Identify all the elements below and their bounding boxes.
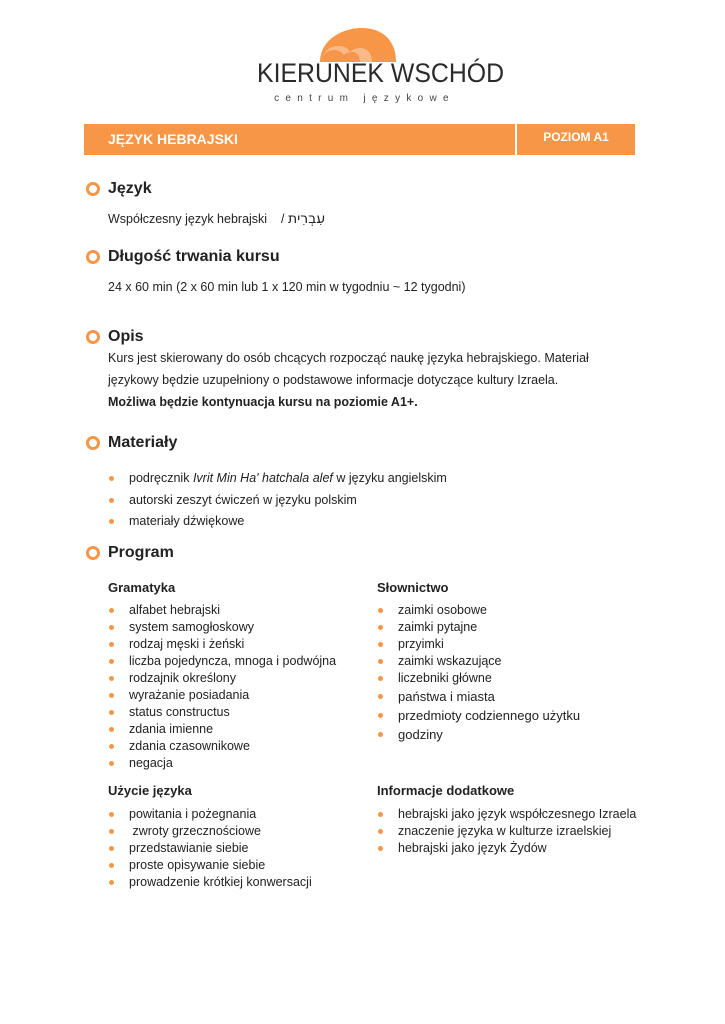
additional-info-list	[377, 806, 636, 857]
list-item: status constructus	[108, 704, 336, 721]
section-language-heading	[86, 180, 152, 198]
brand-subtitle: centrum językowe	[274, 93, 455, 104]
section-duration-heading	[86, 248, 280, 266]
list-item: rodzajnik określony	[108, 670, 336, 687]
list-item: alfabet hebrajski	[108, 602, 336, 619]
section-bullet-icon	[86, 330, 100, 344]
section-title: Materiały	[108, 434, 178, 451]
textbook-title: Ivrit Min Ha' hatchala alef	[192, 471, 333, 485]
list-item: liczba pojedyncza, mnoga i podwójna	[108, 653, 336, 670]
usage-heading: Użycie języka	[108, 783, 192, 798]
list-item: przyimki	[377, 636, 580, 653]
materials-list	[108, 468, 447, 533]
section-bullet-icon	[86, 250, 100, 264]
additional-info-heading: Informacje dodatkowe	[377, 783, 515, 798]
section-program-heading	[86, 544, 174, 562]
brand-name: KIERUNEK WSCHÓD	[257, 58, 505, 88]
vocabulary-list	[377, 602, 580, 744]
item-text: podręcznik	[129, 471, 193, 485]
list-item: proste opisywanie siebie	[108, 857, 312, 874]
section-title: Program	[108, 544, 174, 561]
language-name: Współczesny język hebrajski	[108, 212, 268, 226]
language-separator: /	[281, 212, 285, 226]
section-title: Język	[108, 180, 152, 197]
list-item: przedstawianie siebie	[108, 840, 312, 857]
item-text: w języku angielskim	[332, 471, 447, 485]
list-item	[108, 468, 447, 490]
duration-text: 24 x 60 min (2 x 60 min lub 1 x 120 min w tygodniu ~ 12 tygodni)	[108, 280, 466, 294]
list-item: hebrajski jako język Żydów	[377, 840, 636, 857]
list-item: rodzaj męski i żeński	[108, 636, 336, 653]
section-bullet-icon	[86, 436, 100, 450]
description-line-bold: Możliwa będzie kontynuacja kursu na poziomie A1+.	[108, 395, 418, 409]
list-item: zaimki wskazujące	[377, 653, 580, 670]
list-item: system samogłoskowy	[108, 619, 336, 636]
grammar-heading: Gramatyka	[108, 580, 176, 595]
course-title: JĘZYK HEBRAJSKI	[108, 131, 238, 147]
list-item: prowadzenie krótkiej konwersacji	[108, 874, 312, 891]
section-title: Opis	[108, 328, 144, 345]
section-materials-heading	[86, 434, 177, 452]
list-item: negacja	[108, 755, 336, 772]
description-line: językowy będzie uzupełniony o podstawowe informacje dotyczące kultury Izraela.	[108, 373, 559, 387]
description-text	[108, 347, 638, 413]
list-item: materiały dźwiękowe	[108, 511, 447, 533]
list-item: zdania czasownikowe	[108, 738, 336, 755]
list-item: zdania imienne	[108, 721, 336, 738]
list-item: państwa i miasta	[377, 687, 580, 706]
list-item: znaczenie języka w kulturze izraelskiej	[377, 823, 636, 840]
language-text	[108, 208, 325, 230]
list-item: zwroty grzecznościowe	[108, 823, 312, 840]
list-item: zaimki osobowe	[377, 602, 580, 619]
usage-list	[108, 806, 312, 891]
hebrew-name: עִבְרִית	[287, 211, 326, 227]
list-item: autorski zeszyt ćwiczeń w języku polskim	[108, 490, 447, 512]
list-item: wyrażanie posiadania	[108, 687, 336, 704]
list-item: zaimki pytajne	[377, 619, 580, 636]
vocabulary-heading: Słownictwo	[377, 580, 449, 595]
course-level: POZIOM A1	[515, 124, 635, 155]
list-item: godziny	[377, 725, 580, 744]
course-title-bar	[84, 124, 635, 155]
list-item: hebrajski jako język współczesnego Izraela	[377, 806, 636, 823]
section-title: Długość trwania kursu	[108, 248, 280, 265]
list-item: powitania i pożegnania	[108, 806, 312, 823]
section-bullet-icon	[86, 546, 100, 560]
section-bullet-icon	[86, 182, 100, 196]
description-line: Kurs jest skierowany do osób chcących rozpocząć naukę języka hebrajskiego. Materiał	[108, 351, 589, 365]
list-item: liczebniki główne	[377, 670, 580, 687]
grammar-list	[108, 602, 336, 772]
list-item: przedmioty codziennego użytku	[377, 706, 580, 725]
section-description-heading	[86, 328, 144, 346]
